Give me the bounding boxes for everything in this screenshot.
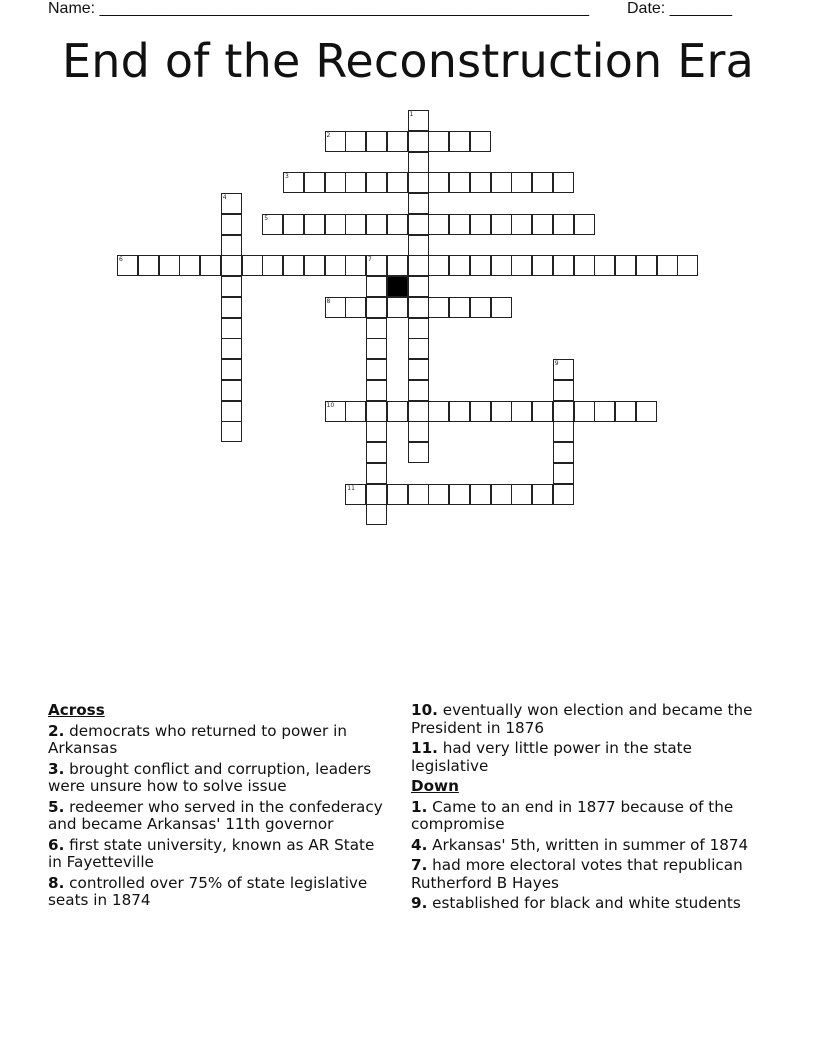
across-clue-3 bbox=[48, 761, 393, 796]
down-clue-7 bbox=[411, 857, 761, 892]
grid-cell[interactable] bbox=[428, 214, 449, 235]
clue-number-label: 6 bbox=[119, 256, 123, 264]
grid-cell[interactable] bbox=[491, 255, 512, 276]
clue-number-label: 3 bbox=[285, 173, 289, 181]
grid-cell[interactable] bbox=[408, 172, 429, 193]
grid-cell[interactable] bbox=[428, 401, 449, 422]
grid-cell[interactable] bbox=[345, 297, 366, 318]
clue-number-label: 10 bbox=[326, 401, 335, 409]
down-heading: Down bbox=[411, 777, 459, 795]
black-cell bbox=[387, 276, 408, 297]
clue-number-label: 7 bbox=[368, 256, 372, 264]
clue-text: eventually won election and became the President in 1876 bbox=[411, 701, 753, 737]
grid-cell[interactable] bbox=[387, 255, 408, 276]
grid-cell[interactable] bbox=[657, 255, 678, 276]
grid-cell[interactable] bbox=[491, 484, 512, 505]
grid-cell[interactable] bbox=[345, 401, 366, 422]
grid-cell[interactable] bbox=[408, 380, 429, 401]
clues-column-right bbox=[411, 702, 761, 916]
grid-cell[interactable] bbox=[677, 255, 698, 276]
across-heading: Across bbox=[48, 701, 105, 719]
grid-cell[interactable] bbox=[408, 255, 429, 276]
grid-cell[interactable] bbox=[408, 131, 429, 152]
grid-cell[interactable] bbox=[615, 255, 636, 276]
grid-cell[interactable] bbox=[449, 484, 470, 505]
clue-text: democrats who returned to power in Arkansas bbox=[48, 721, 347, 757]
grid-cell[interactable] bbox=[449, 131, 470, 152]
grid-cell[interactable] bbox=[594, 401, 615, 422]
clue-number: 10. bbox=[411, 701, 438, 719]
grid-cell[interactable] bbox=[366, 359, 387, 380]
grid-cell[interactable] bbox=[221, 380, 242, 401]
grid-cell[interactable] bbox=[408, 214, 429, 235]
grid-cell[interactable] bbox=[532, 401, 553, 422]
grid-cell[interactable] bbox=[366, 442, 387, 463]
grid-cell[interactable] bbox=[449, 214, 470, 235]
grid-cell[interactable] bbox=[262, 255, 283, 276]
grid-cell[interactable] bbox=[511, 484, 532, 505]
down-clue-4 bbox=[411, 837, 761, 855]
grid-cell[interactable] bbox=[408, 318, 429, 339]
clue-text: brought conflict and corruption, leaders were unsure how to solve issue bbox=[48, 759, 372, 795]
grid-cell[interactable] bbox=[221, 421, 242, 442]
grid-cell[interactable] bbox=[408, 442, 429, 463]
grid-cell[interactable] bbox=[470, 214, 491, 235]
clue-text: established for black and white students bbox=[432, 894, 741, 912]
clue-number: 4. bbox=[411, 835, 428, 854]
clue-number-label: 8 bbox=[326, 297, 331, 305]
clue-number: 1. bbox=[411, 797, 428, 816]
grid-cell[interactable] bbox=[428, 484, 449, 505]
down-clue-9 bbox=[411, 895, 761, 913]
grid-cell[interactable] bbox=[553, 484, 574, 505]
grid-cell[interactable] bbox=[532, 214, 553, 235]
grid-cell[interactable] bbox=[283, 214, 304, 235]
grid-cell[interactable] bbox=[553, 442, 574, 463]
grid-cell[interactable] bbox=[366, 463, 387, 484]
grid-cell[interactable] bbox=[179, 255, 200, 276]
grid-cell[interactable] bbox=[366, 214, 387, 235]
grid-cell[interactable] bbox=[159, 255, 180, 276]
grid-cell[interactable] bbox=[470, 255, 491, 276]
grid-cell[interactable] bbox=[366, 421, 387, 442]
grid-cell[interactable] bbox=[511, 255, 532, 276]
grid-cell[interactable] bbox=[345, 214, 366, 235]
grid-cell[interactable] bbox=[366, 131, 387, 152]
across-clue-10 bbox=[411, 702, 761, 737]
grid-cell[interactable] bbox=[636, 255, 657, 276]
clue-text: redeemer who served in the confederacy and became Arkansas' 11th governor bbox=[48, 797, 383, 833]
grid-cell[interactable] bbox=[408, 276, 429, 297]
grid-cell[interactable] bbox=[408, 193, 429, 214]
grid-cell[interactable] bbox=[408, 235, 429, 256]
grid-cell[interactable] bbox=[491, 214, 512, 235]
clue-number-label: 9 bbox=[554, 360, 559, 367]
grid-cell[interactable] bbox=[553, 255, 574, 276]
clue-text: had very little power in the state legislative bbox=[411, 739, 692, 775]
grid-cell[interactable] bbox=[325, 255, 346, 276]
grid-cell[interactable] bbox=[221, 318, 242, 339]
across-clue-6 bbox=[48, 837, 393, 872]
grid-cell[interactable] bbox=[408, 297, 429, 318]
grid-cell[interactable] bbox=[221, 214, 242, 235]
grid-cell[interactable] bbox=[574, 401, 595, 422]
grid-cell[interactable] bbox=[304, 214, 325, 235]
grid-cell[interactable] bbox=[366, 276, 387, 297]
clue-text: Came to an end in 1877 because of the compromise bbox=[411, 797, 734, 833]
grid-cell[interactable] bbox=[408, 401, 429, 422]
grid-cell[interactable] bbox=[387, 401, 408, 422]
grid-cell[interactable] bbox=[408, 359, 429, 380]
clue-text: first state university, known as AR State in Fayetteville bbox=[48, 835, 375, 871]
grid-cell[interactable] bbox=[366, 401, 387, 422]
clue-number: 3. bbox=[48, 759, 65, 778]
clue-number: 6. bbox=[48, 835, 65, 854]
grid-cell[interactable] bbox=[408, 338, 429, 359]
clue-number-label: 4 bbox=[222, 194, 227, 201]
grid-cell[interactable] bbox=[428, 297, 449, 318]
grid-cell[interactable] bbox=[304, 255, 325, 276]
clue-number-label: 2 bbox=[326, 131, 331, 139]
grid-cell[interactable] bbox=[449, 297, 470, 318]
grid-cell[interactable] bbox=[408, 421, 429, 442]
grid-cell[interactable] bbox=[511, 214, 532, 235]
clues-section bbox=[0, 702, 816, 1002]
grid-cell[interactable] bbox=[491, 172, 512, 193]
grid-cell[interactable] bbox=[594, 255, 615, 276]
name-field[interactable]: Name: _______________________________________________________ bbox=[48, 0, 589, 17]
grid-cell[interactable] bbox=[366, 318, 387, 339]
grid-cell[interactable] bbox=[366, 297, 387, 318]
down-clue-1 bbox=[411, 799, 761, 834]
grid-cell[interactable] bbox=[532, 484, 553, 505]
grid-cell[interactable] bbox=[283, 255, 304, 276]
grid-cell[interactable] bbox=[345, 255, 366, 276]
clue-number-label: 1 bbox=[409, 111, 414, 118]
grid-cell[interactable] bbox=[574, 255, 595, 276]
grid-cell[interactable] bbox=[366, 172, 387, 193]
clue-text: had more electoral votes that republican Rutherford B Hayes bbox=[411, 856, 743, 892]
grid-cell[interactable] bbox=[387, 172, 408, 193]
across-clue-2 bbox=[48, 723, 393, 758]
grid-cell[interactable] bbox=[428, 255, 449, 276]
grid-cell[interactable] bbox=[470, 172, 491, 193]
clue-text: controlled over 75% of state legislative seats in 1874 bbox=[48, 873, 368, 909]
grid-cell[interactable] bbox=[470, 131, 491, 152]
grid-cell[interactable] bbox=[553, 421, 574, 442]
grid-cell[interactable] bbox=[532, 255, 553, 276]
grid-cell[interactable] bbox=[574, 214, 595, 235]
clue-number: 9. bbox=[411, 894, 428, 912]
grid-cell[interactable] bbox=[511, 172, 532, 193]
grid-cell[interactable] bbox=[200, 255, 221, 276]
grid-cell[interactable] bbox=[366, 484, 387, 505]
grid-cell[interactable] bbox=[325, 172, 346, 193]
grid-cell[interactable] bbox=[470, 484, 491, 505]
date-field[interactable]: Date: _______ bbox=[627, 0, 732, 17]
grid-cell[interactable] bbox=[221, 235, 242, 256]
grid-cell[interactable] bbox=[491, 401, 512, 422]
clue-number-label: 11 bbox=[347, 484, 355, 492]
grid-cell[interactable] bbox=[408, 484, 429, 505]
grid-cell[interactable] bbox=[449, 172, 470, 193]
grid-cell[interactable] bbox=[345, 172, 366, 193]
grid-cell[interactable] bbox=[242, 255, 263, 276]
clue-number: 5. bbox=[48, 797, 65, 816]
grid-cell[interactable] bbox=[428, 131, 449, 152]
grid-cell[interactable] bbox=[221, 359, 242, 380]
grid-cell[interactable] bbox=[221, 401, 242, 422]
grid-cell[interactable] bbox=[532, 172, 553, 193]
grid-cell[interactable] bbox=[221, 255, 242, 276]
page-title: End of the Reconstruction Era bbox=[62, 34, 754, 88]
grid-cell[interactable] bbox=[325, 214, 346, 235]
across-clue-11 bbox=[411, 740, 761, 775]
grid-cell[interactable] bbox=[387, 131, 408, 152]
clue-number-label: 5 bbox=[264, 214, 269, 222]
grid-cell[interactable] bbox=[470, 297, 491, 318]
grid-cell[interactable] bbox=[387, 214, 408, 235]
grid-cell[interactable] bbox=[470, 401, 491, 422]
grid-cell[interactable] bbox=[221, 297, 242, 318]
grid-cell[interactable] bbox=[221, 338, 242, 359]
grid-cell[interactable] bbox=[636, 401, 657, 422]
across-clue-8 bbox=[48, 875, 393, 910]
grid-cell[interactable] bbox=[553, 401, 574, 422]
grid-cell[interactable] bbox=[387, 297, 408, 318]
grid-cell[interactable] bbox=[366, 380, 387, 401]
grid-cell[interactable] bbox=[615, 401, 636, 422]
clue-number: 2. bbox=[48, 721, 65, 740]
grid-cell[interactable] bbox=[553, 463, 574, 484]
clues-column-left bbox=[48, 702, 393, 913]
clue-number: 7. bbox=[411, 856, 428, 874]
clue-number: 11. bbox=[411, 739, 438, 757]
grid-cell[interactable] bbox=[511, 401, 532, 422]
grid-cell[interactable] bbox=[449, 401, 470, 422]
clue-text: Arkansas' 5th, written in summer of 1874 bbox=[432, 835, 749, 854]
grid-cell[interactable] bbox=[449, 255, 470, 276]
clue-number: 8. bbox=[48, 873, 65, 892]
grid-cell[interactable] bbox=[366, 338, 387, 359]
grid-cell[interactable] bbox=[491, 297, 512, 318]
grid-cell[interactable] bbox=[428, 172, 449, 193]
grid-cell[interactable] bbox=[553, 214, 574, 235]
grid-cell[interactable] bbox=[221, 276, 242, 297]
across-clue-5 bbox=[48, 799, 393, 834]
grid-cell[interactable] bbox=[553, 172, 574, 193]
grid-cell[interactable] bbox=[345, 131, 366, 152]
grid-cell[interactable] bbox=[304, 172, 325, 193]
grid-cell[interactable] bbox=[387, 484, 408, 505]
grid-cell[interactable] bbox=[553, 380, 574, 401]
grid-cell[interactable] bbox=[408, 152, 429, 173]
grid-cell[interactable] bbox=[366, 504, 387, 525]
grid-cell[interactable] bbox=[138, 255, 159, 276]
